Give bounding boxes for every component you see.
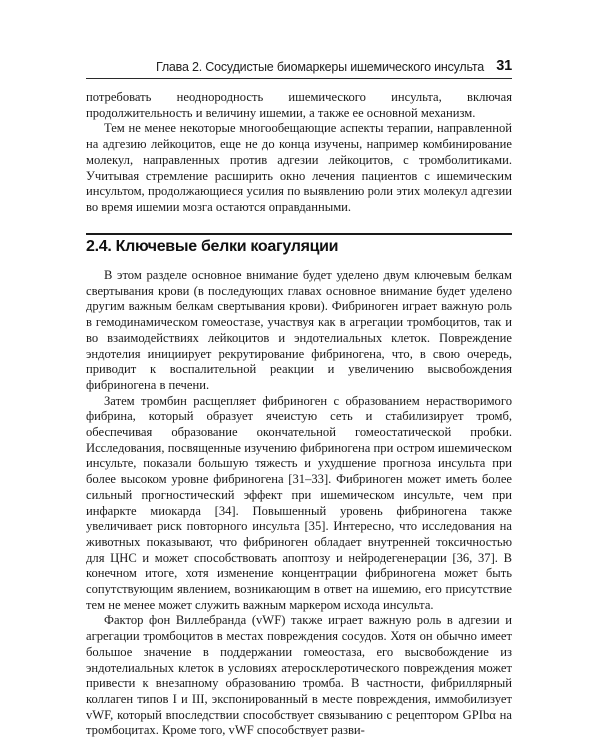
section-text-block bbox=[86, 268, 512, 739]
intro-text-block bbox=[86, 90, 512, 216]
paragraph: Фактор фон Виллебранда (vWF) также играет важную роль в адгезии и агрегации тромбоцитов в местах повреждения сосудов. Хотя он обычно имеет большое значение в поддержании гомеостаза, его высвобождение из эндотелиальных клеток в условиях атеросклеротического повреждения может привести к внезапному образованию тромба. В частности, фибриллярный коллаген типов I и III, экспонированный в месте повреждения, иммобилизует vWF, который впоследствии способствует связыванию с рецептором GPIbα на тромбоцитах. Кроме того, vWF способствует разви- bbox=[86, 613, 512, 738]
paragraph: потребовать неоднородность ишемического инсульта, включая продолжительность и величину ишемии, а также ее основной механизм. bbox=[86, 90, 512, 120]
section-heading: 2.4. Ключевые белки коагуляции bbox=[86, 238, 339, 255]
chapter-title: Глава 2. Сосудистые биомаркеры ишемического инсульта bbox=[155, 60, 484, 74]
section-divider bbox=[86, 233, 512, 235]
paragraph: В этом разделе основное внимание будет уделено двум ключевым белкам свертывания крови (в последующих главах основное внимание будет уделено другим важным белкам свертывания крови). Фибриноген играет важную роль в гемодинамическом гомеостазе, участвуя как в агрегации тромбоцитов, так и во взаимодействиях лейкоцитов и эндотелиальных клеток. Повреждение эндотелия инициирует рекрутирование фибриногена, что, в свою очередь, приводит к воспалительной реакции и увеличению высвобождения фибриногена в печени. bbox=[86, 268, 512, 392]
paragraph: Тем не менее некоторые многообещающие аспекты терапии, направленной на адгезию лейкоцитов, еще не до конца изучены, например комбинирование молекул, направленных против адгезии лейкоцитов, с тромболитиками. Учитывая стремление расширить окно лечения пациентов с ишемическим инсультом, продолжающиеся усилия по выявлению роли этих молекул адгезии во время ишемии мозга остаются оправданными. bbox=[86, 121, 512, 214]
paragraph: Затем тромбин расщепляет фибриноген с образованием нерастворимого фибрина, который образует ячеистую сеть и стабилизирует тромб, обеспечивая образование окончательной гомеостатической пробки. Исследования, посвященные изучению фибриногена при остром ишемическом инсульте, показали большую тяжесть и ухудшение прогноза инсульта при более высоком уровне фибриногена [31–33]. Фибриноген может иметь более сильный прогностический эффект при ишемическом инсульте, чем при инфаркте миокарда [34]. Повышенный уровень фибриногена также увеличивает риск повторного инсульта [35]. Интересно, что исследования на животных показывают, что фибриноген обладает внутренней токсичностью для ЦНС и может способствовать апоптозу и нейродегенерации [36, 37]. В конечном итоге, хотя изменение концентрации фибриногена может быть сопутствующим явлением, возникающим в ответ на ишемию, его присутствие тем не менее может служить важным маркером исхода инсульта. bbox=[86, 393, 512, 612]
running-header bbox=[86, 58, 512, 79]
page-number: 31 bbox=[496, 58, 512, 74]
